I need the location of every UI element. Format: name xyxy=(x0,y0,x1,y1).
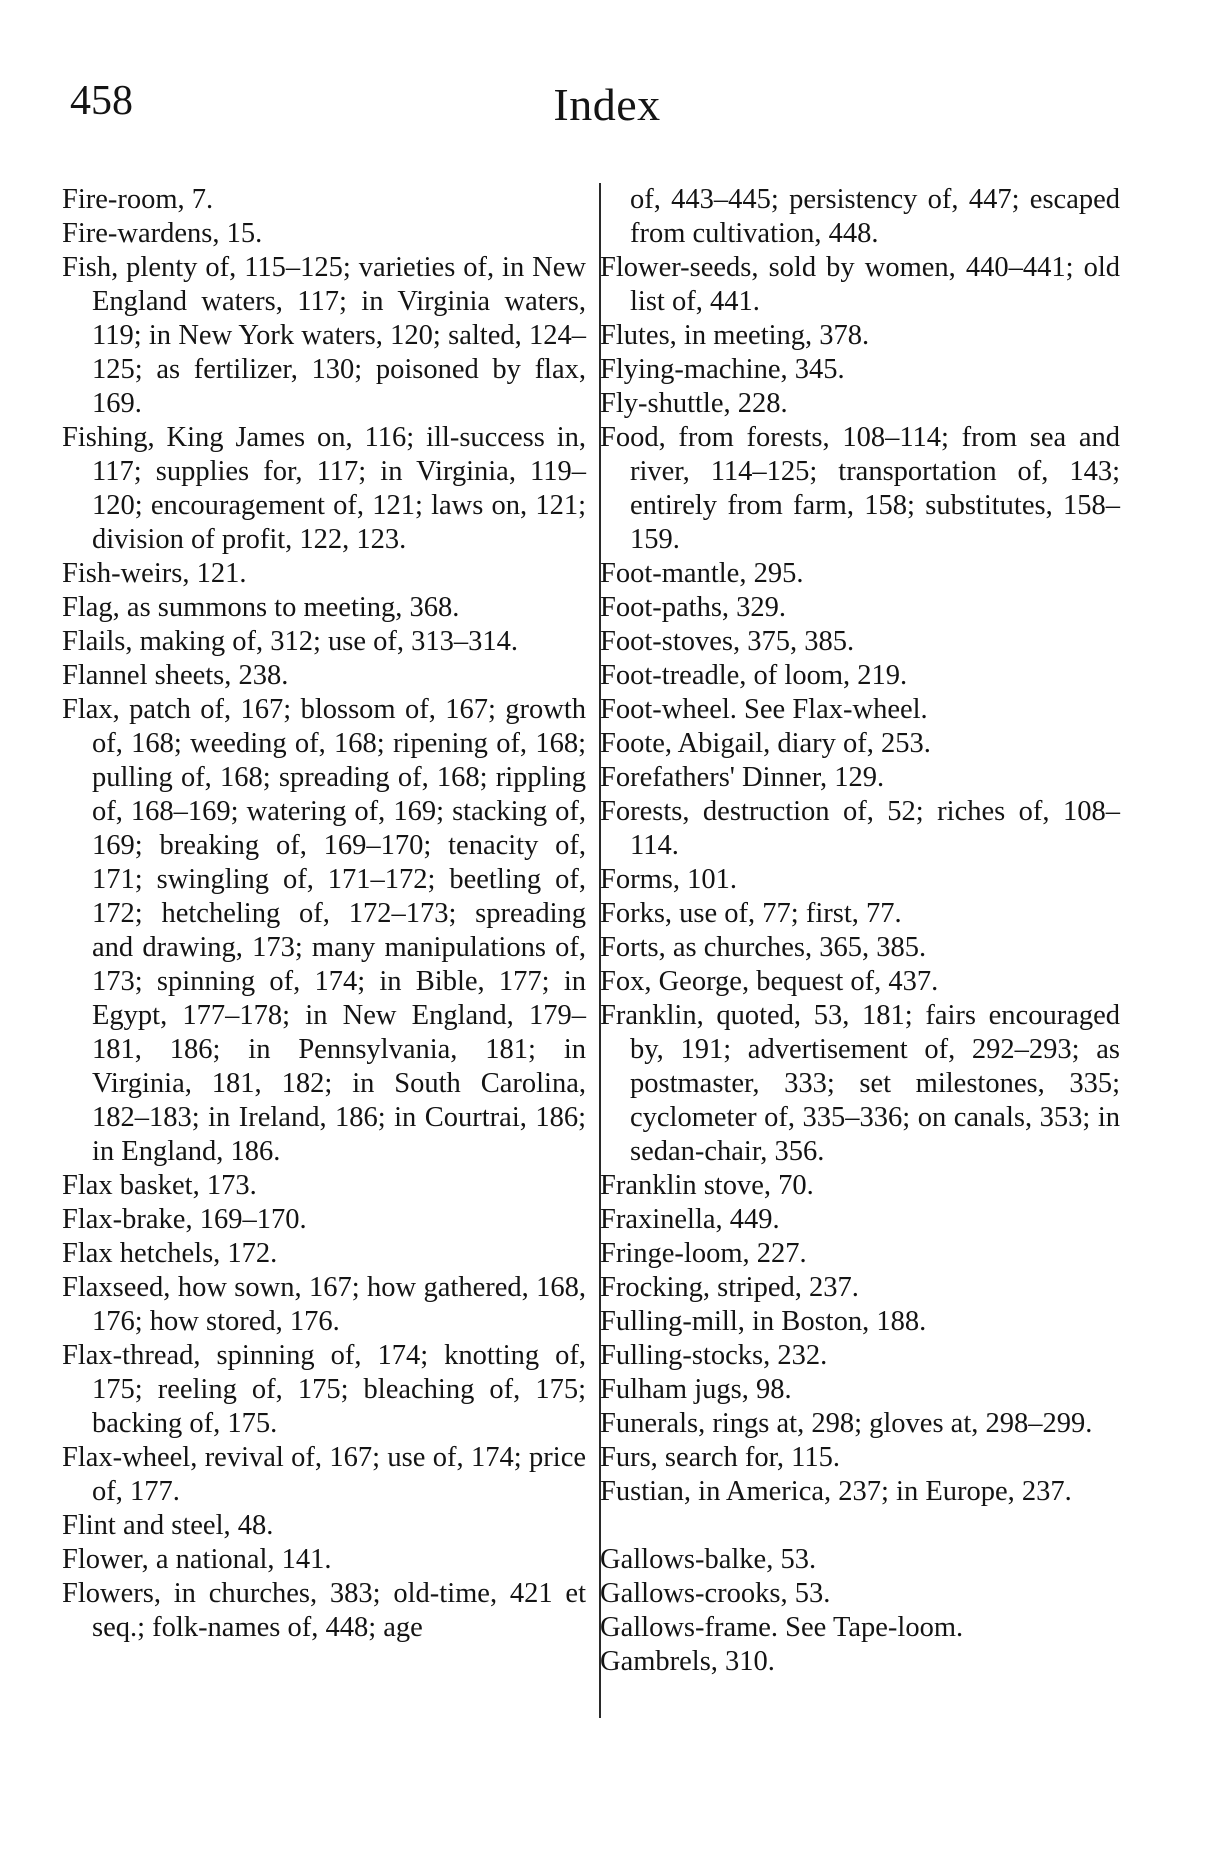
index-entry: Flax-wheel, revival of, 167; use of, 174; price of, 177. xyxy=(62,1442,586,1507)
index-entry: Flower, a national, 141. xyxy=(62,1544,332,1575)
index-entry: Flag, as summons to meeting, 368. xyxy=(62,592,460,623)
index-entry: Flax, patch of, 167; blossom of, 167; growth of, 168; weeding of, 168; ripening of, 168; pulling of, 168; spreading of, 168; rippling of, 168–169; watering of, 169; stacking of, 169; breaking of, 169–170; tenacity of, 171; swingling of, 171–172; beetling of, 172; hetcheling of, 172–173; spreading and drawing, 173; many manipulations of, 173; spinning of, 174; in Bible, 177; in Egypt, 177–178; in New England, 179–181, 186; in Pennsylvania, 181; in Virginia, 181, 182; in South Carolina, 182–183; in Ireland, 186; in Courtrai, 186; in England, 186. xyxy=(62,694,586,1167)
index-entry: Funerals, rings at, 298; gloves at, 298–299. xyxy=(600,1408,1093,1439)
index-entry: Forts, as churches, 365, 385. xyxy=(600,932,927,963)
index-column-left xyxy=(62,183,586,1645)
index-entry: Flax basket, 173. xyxy=(62,1170,257,1201)
index-entry: Fustian, in America, 237; in Europe, 237. xyxy=(600,1476,1072,1507)
index-entry: Fraxinella, 449. xyxy=(600,1204,780,1235)
index-entry: Flying-machine, 345. xyxy=(600,354,845,385)
index-entry: Fire-room, 7. xyxy=(62,184,214,215)
index-entry: Forests, destruction of, 52; riches of, 108–114. xyxy=(600,796,1120,861)
index-entry: Fly-shuttle, 228. xyxy=(600,388,788,419)
index-entry: Fulling-mill, in Boston, 188. xyxy=(600,1306,927,1337)
index-entry: Gallows-frame. See Tape-loom. xyxy=(600,1612,964,1643)
index-entry: Franklin, quoted, 53, 181; fairs encouraged by, 191; advertisement of, 292–293; as postmaster, 333; set milestones, 335; cyclometer of, 335–336; on canals, 353; in sedan-chair, 356. xyxy=(600,1000,1120,1167)
index-entry: Flails, making of, 312; use of, 313–314. xyxy=(62,626,518,657)
index-column-right xyxy=(600,183,1120,1679)
index-entry: Flax-brake, 169–170. xyxy=(62,1204,307,1235)
index-entry: Gallows-crooks, 53. xyxy=(600,1578,831,1609)
index-entry: Flutes, in meeting, 378. xyxy=(600,320,870,351)
index-entry: Food, from forests, 108–114; from sea and river, 114–125; transportation of, 143; entirely from farm, 158; substitutes, 158–159. xyxy=(600,422,1120,555)
index-entry: Fish, plenty of, 115–125; varieties of, in New England waters, 117; in Virginia waters, 119; in New York waters, 120; salted, 124–125; as fertilizer, 130; poisoned by flax, 169. xyxy=(62,252,586,419)
index-entry: Flaxseed, how sown, 167; how gathered, 168, 176; how stored, 176. xyxy=(62,1272,586,1337)
index-entry: Flax hetchels, 172. xyxy=(62,1238,278,1269)
index-entry: Gallows-balke, 53. xyxy=(600,1544,817,1575)
index-entry: Foot-paths, 329. xyxy=(600,592,787,623)
index-entry: Foot-wheel. See Flax-wheel. xyxy=(600,694,928,725)
index-entry: Foote, Abigail, diary of, 253. xyxy=(600,728,931,759)
page-title: Index xyxy=(553,79,661,130)
index-entry: Fulling-stocks, 232. xyxy=(600,1340,828,1371)
index-entry: Forefathers' Dinner, 129. xyxy=(600,762,885,793)
page-number: 458 xyxy=(70,78,133,124)
index-entry: Foot-treadle, of loom, 219. xyxy=(600,660,908,691)
index-entry: Flax-thread, spinning of, 174; knotting of, 175; reeling of, 175; bleaching of, 175; backing of, 175. xyxy=(62,1340,586,1439)
index-entry: Fishing, King James on, 116; ill-success in, 117; supplies for, 117; in Virginia, 119–120; encouragement of, 121; laws on, 121; division of profit, 122, 123. xyxy=(62,422,586,555)
index-entry: Flint and steel, 48. xyxy=(62,1510,274,1541)
index-entry: Flowers, in churches, 383; old-time, 421 et seq.; folk-names of, 448; age xyxy=(62,1578,586,1643)
index-entry: Fish-weirs, 121. xyxy=(62,558,247,589)
index-entry: Flannel sheets, 238. xyxy=(62,660,289,691)
index-entry-continuation: of, 443–445; persistency of, 447; escaped from cultivation, 448. xyxy=(630,184,1120,249)
index-entry: Furs, search for, 115. xyxy=(600,1442,840,1473)
index-entry: Frocking, striped, 237. xyxy=(600,1272,859,1303)
index-entry: Forks, use of, 77; first, 77. xyxy=(600,898,902,929)
index-entry: Flower-seeds, sold by women, 440–441; old list of, 441. xyxy=(600,252,1120,317)
index-entry: Foot-stoves, 375, 385. xyxy=(600,626,855,657)
index-entry: Fire-wardens, 15. xyxy=(62,218,263,249)
index-entry: Franklin stove, 70. xyxy=(600,1170,814,1201)
index-entry: Forms, 101. xyxy=(600,864,737,895)
index-entry: Foot-mantle, 295. xyxy=(600,558,804,589)
index-entry: Fox, George, bequest of, 437. xyxy=(600,966,939,997)
index-entry: Fulham jugs, 98. xyxy=(600,1374,792,1405)
index-entry: Gambrels, 310. xyxy=(600,1646,775,1677)
index-entry: Fringe-loom, 227. xyxy=(600,1238,807,1269)
